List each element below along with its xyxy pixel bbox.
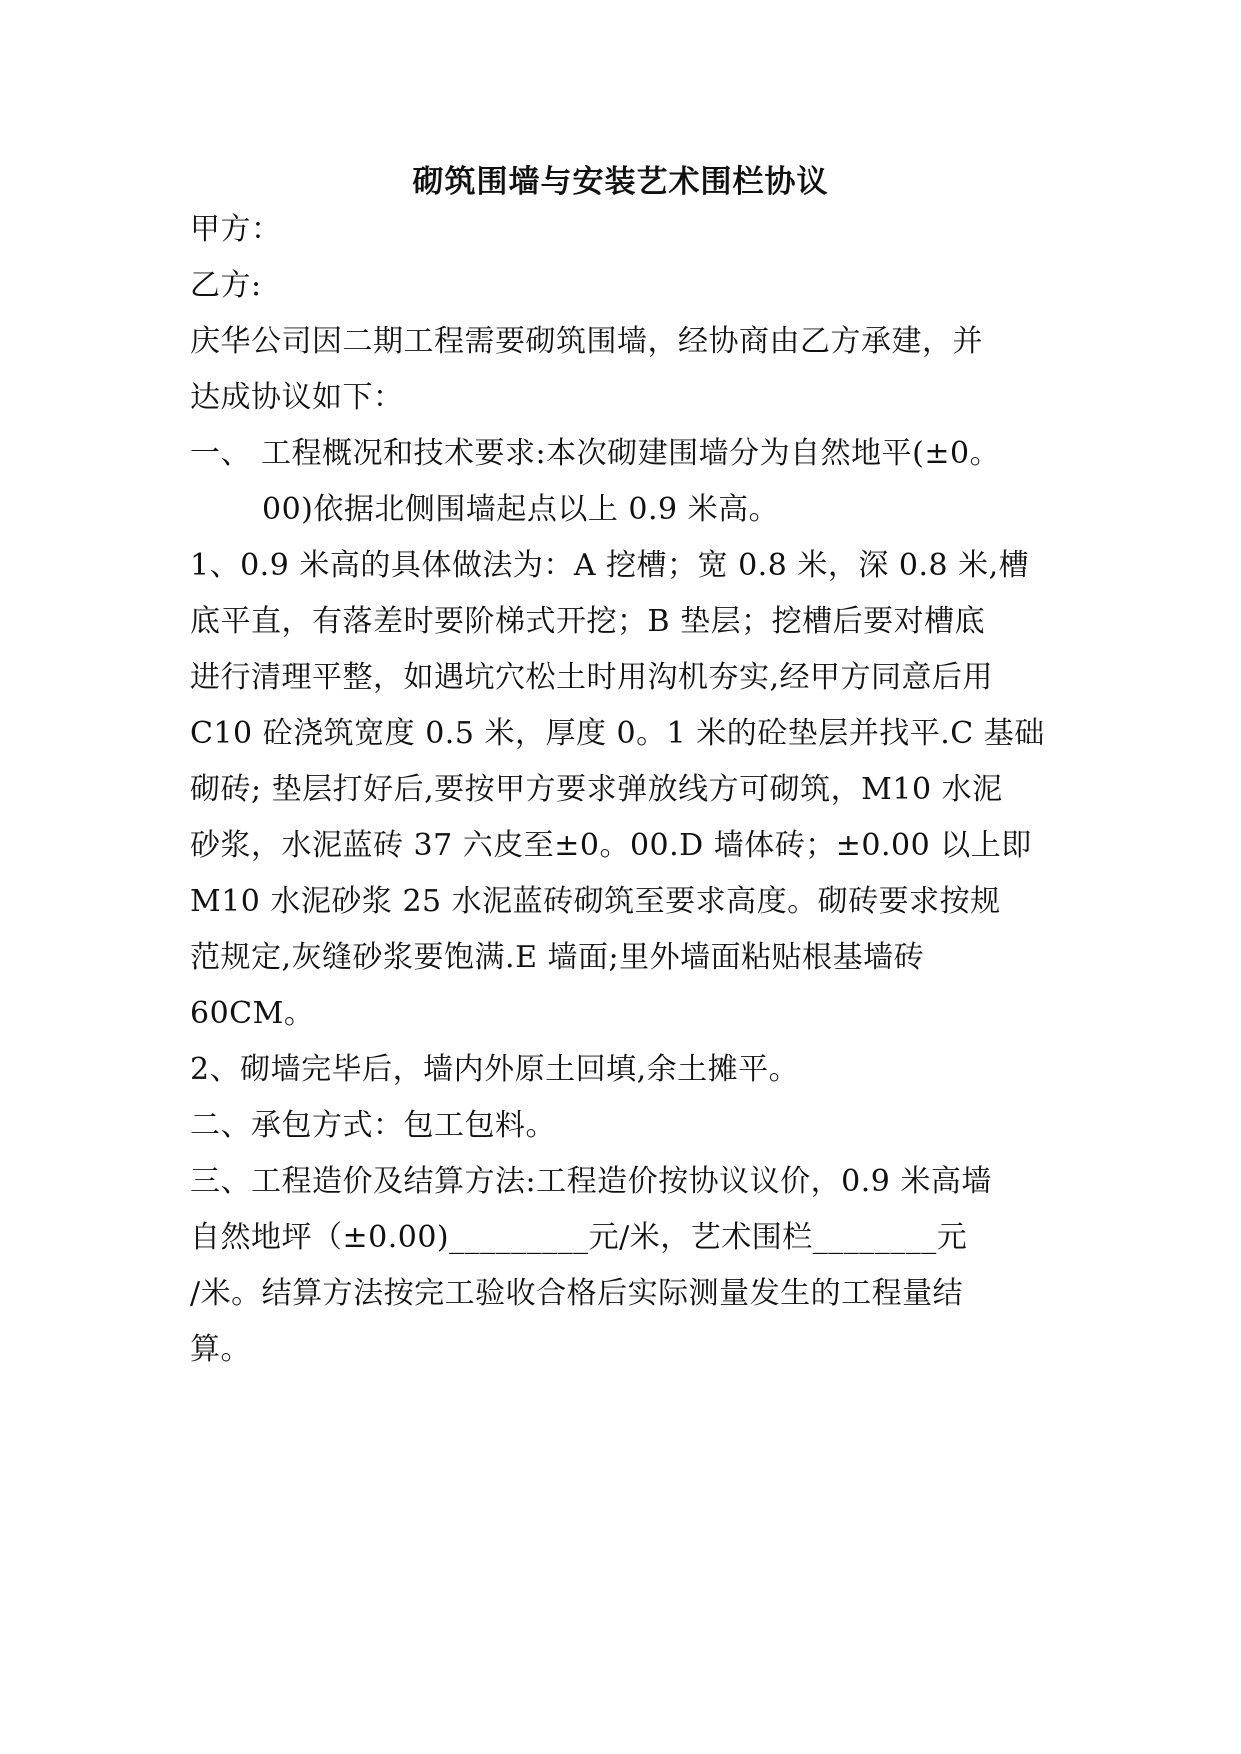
- document-title: 砌筑围墙与安装艺术围栏协议: [412, 164, 829, 200]
- clause-1-line-1: 1、0.9 米高的具体做法为：A 挖槽；宽 0.8 米，深 0.8 米,槽: [190, 548, 1030, 583]
- section-1-continuation: 00)依据北侧围墙起点以上 0.9 米高。: [262, 492, 780, 527]
- clause-1-line-8: 范规定,灰缝砂浆要饱满.E 墙面;里外墙面粘贴根基墙砖: [190, 940, 925, 975]
- clause-1-line-6: 砂浆，水泥蓝砖 37 六皮至±0。00.D 墙体砖；±0.00 以上即: [190, 828, 1032, 863]
- section-2-line: 二、承包方式：包工包料。: [190, 1108, 556, 1143]
- section-3-line-1: 三、工程造价及结算方法:工程造价按协议议价，0.9 米高墙: [190, 1164, 992, 1199]
- clause-1-line-4: C10 砼浇筑宽度 0.5 米，厚度 0。1 米的砼垫层并找平.C 基础: [190, 716, 1045, 751]
- clause-1-line-5: 砌砖; 垫层打好后,要按甲方要求弹放线方可砌筑，M10 水泥: [190, 772, 1003, 807]
- party-b-label: 乙方:: [190, 268, 262, 303]
- clause-2-line: 2、砌墙完毕后，墙内外原土回填,余土摊平。: [190, 1052, 800, 1087]
- clause-1-line-7: M10 水泥砂浆 25 水泥蓝砖砌筑至要求高度。砌砖要求按规: [190, 884, 1001, 919]
- section-3-line-3: /米。结算方法按完工验收合格后实际测量发生的工程量结: [190, 1276, 964, 1311]
- intro-line-2: 达成协议如下：: [190, 380, 404, 415]
- section-3-line-4: 算。: [190, 1332, 251, 1367]
- party-a-label: 甲方：: [190, 212, 282, 247]
- clause-1-line-9: 60CM。: [190, 996, 315, 1031]
- clause-1-line-2: 底平直，有落差时要阶梯式开挖；B 垫层；挖槽后要对槽底: [190, 604, 986, 639]
- section-1-heading: 一、 工程概况和技术要求:本次砌建围墙分为自然地平(±0。: [190, 436, 1001, 471]
- clause-1-line-3: 进行清理平整，如遇坑穴松土时用沟机夯实,经甲方同意后用: [190, 660, 994, 695]
- intro-line-1: 庆华公司因二期工程需要砌筑围墙，经协商由乙方承建，并: [190, 324, 983, 359]
- section-3-line-2: 自然地坪（±0.00)_________元/米，艺术围栏________元: [190, 1220, 968, 1255]
